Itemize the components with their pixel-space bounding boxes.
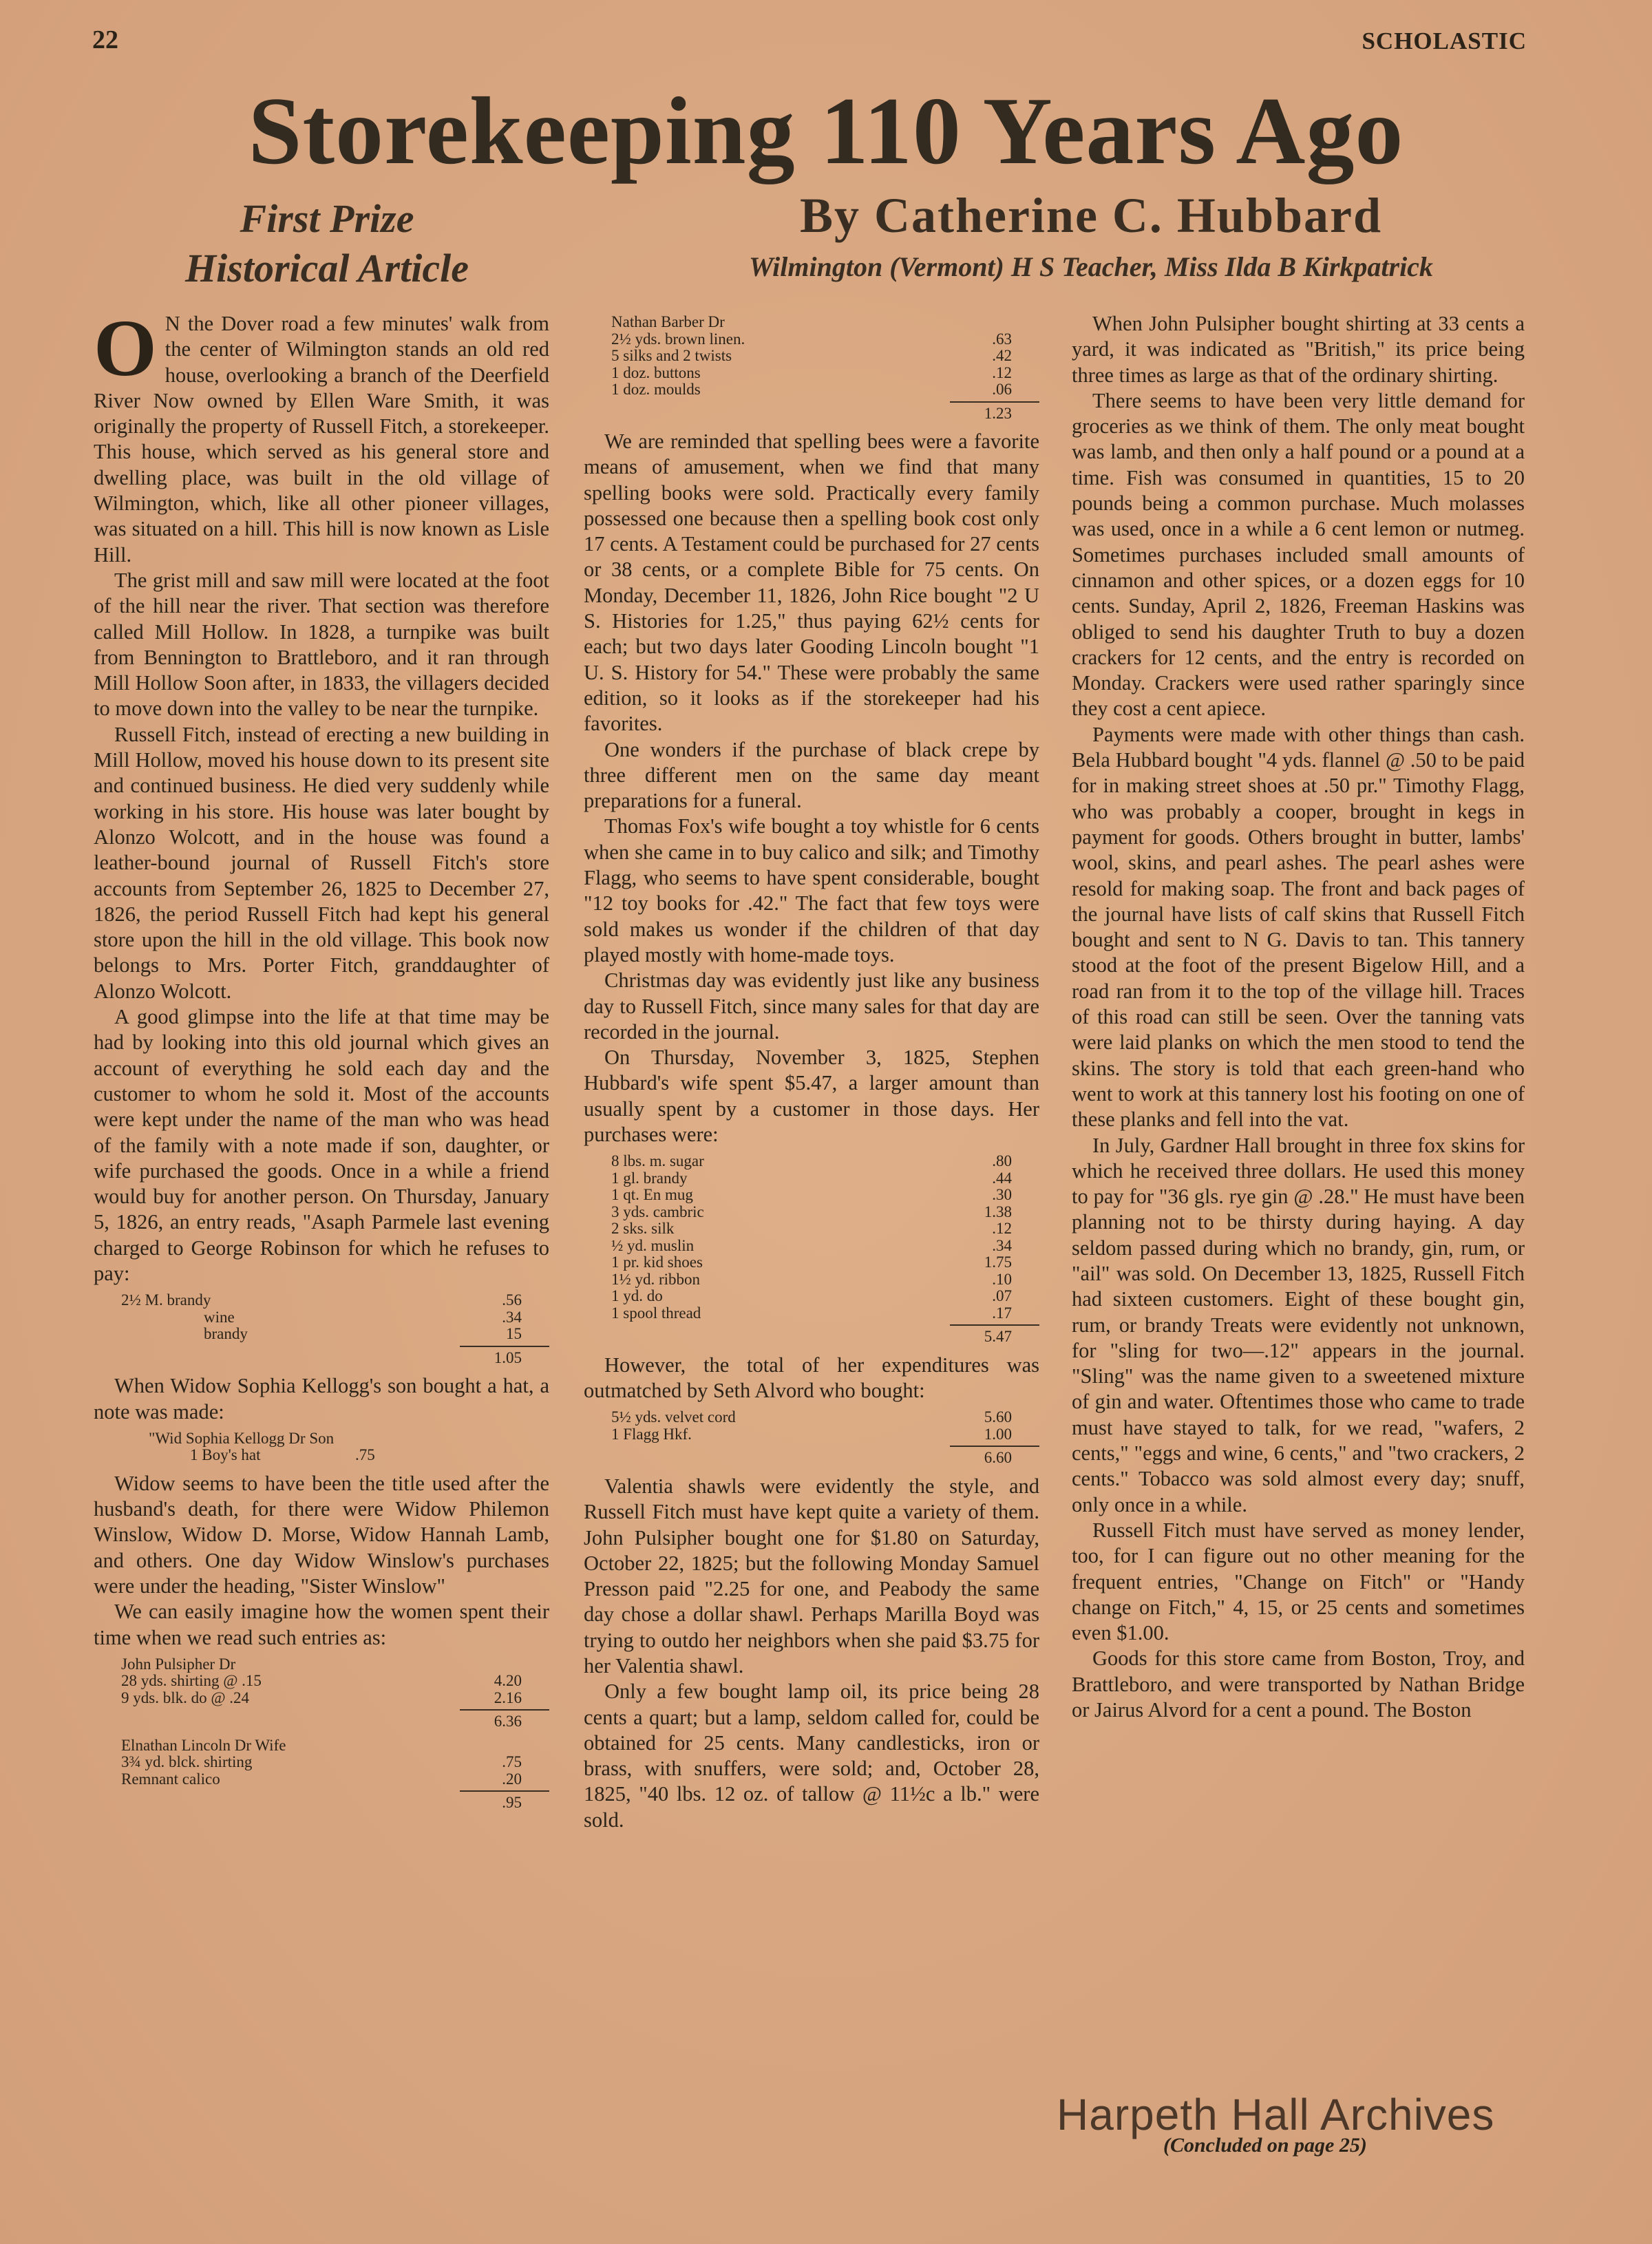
school-line: Wilmington (Vermont) H S Teacher, Miss Ilda B Kirkpatrick — [749, 251, 1433, 282]
ledger-item: 1 Boy's hat — [190, 1446, 261, 1464]
ledger-total — [611, 1446, 1039, 1467]
ledger-total — [611, 1324, 1039, 1346]
ledger-item: 3¾ yd. blck. shirting — [121, 1753, 253, 1771]
paragraph: The grist mill and saw mill were located at the foot of the hill near the river. That section was therefore called Mill Hollow. In 1828, a turnpike was built from Bennington to Brattleboro, and it ran through Mill Hollow Soon after, in 1833, the villagers decided to move down into the valley to be near the turnpike. — [94, 568, 549, 721]
paragraph: Thomas Fox's wife bought a toy whistle for 6 cents when she came in to buy calico and silk; and Timothy Flagg, who seems to have spent considerable, bought "12 toy books for .42." The fact that few toys were sold makes us wonder if the children of that day played mostly with home-made toys. — [584, 814, 1039, 966]
paragraph: Valentia shawls were evidently the style, and Russell Fitch must have kept quite a variety of them. John Pulsipher bought one for $1.80 on Saturday, October 22, 1825; but the following Monday Samuel Presson paid "2.25 for one, and Peabody the same day chose a dollar shawl. Perhaps Marilla Boyd was trying to outdo her neighbors when she paid $3.75 for her Valentia shawl. — [584, 1474, 1039, 1677]
ledger-amount: .44 — [992, 1169, 1012, 1187]
ledger-amount: .12 — [992, 1220, 1012, 1238]
ledger-total-value: .95 — [460, 1790, 549, 1812]
ledger-entry — [94, 1292, 549, 1366]
ledger-amount: .34 — [992, 1236, 1012, 1254]
ledger-total — [121, 1790, 549, 1812]
ledger-row — [611, 1187, 1039, 1204]
ledger-row — [121, 1690, 549, 1707]
ledger-item: 1 gl. brandy — [611, 1169, 688, 1187]
ledger-amount: 5.60 — [984, 1408, 1012, 1426]
ledger-item: ½ yd. muslin — [611, 1236, 695, 1254]
ledger-row — [611, 1170, 1039, 1187]
ledger-total-value: 5.47 — [950, 1324, 1039, 1346]
ledger-amount: .12 — [992, 363, 1012, 381]
ledger-total — [121, 1346, 549, 1367]
ledger-item: 1 pr. kid shoes — [611, 1253, 703, 1271]
paragraph — [94, 303, 549, 568]
archive-watermark: Harpeth Hall Archives — [1057, 2090, 1495, 2139]
running-header: SCHOLASTIC — [1362, 28, 1527, 54]
ledger-amount: 1.00 — [984, 1425, 1012, 1443]
ledger-amount: .63 — [992, 330, 1012, 348]
paragraph: Russell Fitch must have served as money lender, too, for I can figure out no other meaning for the frequent entries, "Change on Fitch" or "Handy change on Fitch," 4, 15, or 25 cents and sometimes even $1.00. — [1072, 1518, 1525, 1645]
ledger-amount: 15 — [506, 1325, 522, 1343]
page-number: 22 — [92, 25, 118, 54]
ledger-total-value: 6.60 — [950, 1446, 1039, 1467]
column-3 — [1072, 311, 1525, 1723]
ledger-item: 1 Flagg Hkf. — [611, 1425, 692, 1443]
ledger-item: 1 yd. do — [611, 1287, 663, 1305]
ledger-row — [121, 1673, 549, 1690]
ledger-row — [611, 381, 1039, 399]
ledger-amount: .34 — [502, 1308, 522, 1326]
ledger-amount: .56 — [502, 1291, 522, 1309]
ledger-head: John Pulsipher Dr — [121, 1655, 236, 1673]
ledger-total-value: 1.23 — [950, 401, 1039, 423]
ledger-row — [611, 1153, 1039, 1170]
ledger-item: wine — [204, 1308, 235, 1326]
ledger-entry — [584, 1153, 1039, 1346]
paragraph: Widow seems to have been the title used after the husband's death, for there were Widow Philemon Winslow, Widow D. Morse, Widow Hannah Lamb, and others. One day Widow Winslow's purchases were under the heading, "Sister Winslow" — [94, 1471, 549, 1598]
paragraph: Goods for this store came from Boston, Troy, and Brattleboro, and were transported by Nathan Bridge or Jairus Alvord for a cent a pound. The Boston — [1072, 1647, 1525, 1722]
paragraph: A good glimpse into the life at that time may be had by looking into this old journal which gives an account of everything he sold each day and the customer to whom he sold it. Most of the accounts were kept under the name of the man who was head of the family with a note made if son, daughter, or wife purchased the goods. Once in a while a friend would buy for another person. On Thursday, January 5, 1826, an entry reads, "Asaph Parmele last evening charged to George Robinson for which he refuses to pay: — [94, 1005, 549, 1285]
ledger-head: Nathan Barber Dr — [611, 313, 725, 330]
ledger-row — [611, 1204, 1039, 1221]
ledger-row — [121, 1309, 549, 1326]
ledger-amount: 2.16 — [494, 1689, 522, 1706]
ledger-row — [611, 1426, 1039, 1443]
author-byline: By Catherine C. Hubbard — [799, 188, 1383, 243]
ledger-row — [611, 1288, 1039, 1305]
ledger-row — [611, 1271, 1039, 1289]
ledger-amount: 1.38 — [984, 1203, 1012, 1220]
paragraph: We can easily imagine how the women spent their time when we read such entries as: — [94, 1600, 549, 1649]
ledger-row — [611, 1220, 1039, 1238]
ledger-row — [611, 1305, 1039, 1322]
ledger-item: 1 qt. En mug — [611, 1186, 693, 1204]
prize-line-1: First Prize — [240, 196, 414, 241]
ledger-entry — [94, 1656, 549, 1730]
ledger-row — [611, 348, 1039, 365]
prize-line-2: Historical Article — [185, 246, 469, 290]
paragraph: Christmas day was evidently just like any business day to Russell Fitch, since many sales for that day are recorded in the journal. — [584, 968, 1039, 1044]
ledger-amount: 1.75 — [984, 1253, 1012, 1271]
article-title: Storekeeping 110 Years Ago — [248, 78, 1404, 184]
ledger-amount: .20 — [502, 1770, 522, 1788]
ledger-item: 28 yds. shirting @ .15 — [121, 1672, 262, 1690]
paragraph: However, the total of her expenditures was outmatched by Seth Alvord who bought: — [584, 1353, 1039, 1403]
paragraph: We are reminded that spelling bees were a favorite means of amusement, when we find that many spelling books were sold. Practically every family possessed one because then a spelling book cost only 17 cents. A Testament could be purchased for 27 cents or 38 cents, or a complete Bible for 75 cents. On Monday, December 11, 1826, John Rice bought "2 U S. Histories for 1.25," thus paying 62½ cents for each; but two days later Gooding Lincoln bought "1 U. S. History for 54." These were probably the same edition, so it looks as if the storekeeper had his favorites. — [584, 430, 1039, 736]
ledger-item: 1 doz. buttons — [611, 363, 701, 381]
ledger-total-value: 1.05 — [460, 1346, 549, 1367]
paragraph-text: N the Dover road a few minutes' walk from the center of Wilmington stands an old red house, overlooking a branch of the Deerfield River Now owned by Ellen Ware Smith, it was originally the property of Russell Fitch, a storekeeper. This house, which served as his general store and dwelling place, was built in the old village of Wilmington, which, like all other pioneer villages, was situated on a hill. This hill is now known as Lisle Hill. — [94, 312, 549, 567]
ledger-row — [611, 1409, 1039, 1426]
ledger-amount: 4.20 — [494, 1672, 522, 1690]
continuation-note: (Concluded on page 25) — [1163, 2134, 1367, 2157]
paragraph: There seems to have been very little demand for groceries as we think of them. The only meat bought was lamb, and then only a half pound or a pound at a time. Fish was consumed in quantities, 15 to 20 pounds being a common purchase. Much molasses was used, once in a while a 6 cent lemon or nutmeg. Sometimes purchases included small amounts of cinnamon and other spices, or a dozen eggs for 10 cents. Sunday, April 2, 1826, Freeman Haskins was obliged to send his daughter Truth to buy a dozen crackers for 12 cents, and the entry is recorded on Monday. Crackers were used rather sparingly since they cost a cent apiece. — [1072, 388, 1525, 721]
ledger-row — [611, 331, 1039, 348]
ledger-item: Remnant calico — [121, 1770, 220, 1788]
ledger-entry — [94, 1737, 549, 1812]
column-2 — [584, 314, 1039, 1833]
paragraph: Russell Fitch, instead of erecting a new building in Mill Hollow, moved his house down to its present site and continued business. He died very suddenly while working in his store. His house was later bought by Alonzo Wolcott, and in the house was found a leather-bound journal of Russell Fitch's store accounts from September 26, 1825 to December 27, 1826, the period Russell Fitch had kept his general store upon the hill in the old village. This book now belongs to Mrs. Porter Fitch, granddaughter of Alonzo Wolcott. — [94, 722, 549, 1003]
paragraph: Only a few bought lamp oil, its price being 28 cents a quart; but a lamp, seldom called for, could be obtained for 25 cents. Many candlesticks, iron or brass, with snuffers, were sold; and, October 28, 1825, "40 lbs. 12 oz. of tallow @ 11½c a lb." were sold. — [584, 1680, 1039, 1832]
ledger-row — [121, 1771, 549, 1788]
ledger-amount: .42 — [992, 347, 1012, 364]
ledger-row — [121, 1292, 549, 1309]
paragraph: When John Pulsipher bought shirting at 33 cents a yard, it was indicated as "British," its price being three times as large as that of the ordinary shirting. — [1072, 312, 1525, 387]
ledger-amount: .06 — [992, 381, 1012, 398]
prize-label — [131, 194, 523, 293]
paragraph: One wonders if the purchase of black crepe by three different men on the same day meant preparations for a funeral. — [584, 737, 1039, 813]
paragraph: On Thursday, November 3, 1825, Stephen Hubbard's wife spent $5.47, a larger amount than usually spent by a customer in those days. Her purchases were: — [584, 1046, 1039, 1147]
ledger-amount: .10 — [992, 1270, 1012, 1288]
ledger-row — [611, 1254, 1039, 1271]
paragraph: When Widow Sophia Kellogg's son bought a hat, a note was made: — [94, 1374, 549, 1423]
ledger-amount: .30 — [992, 1186, 1012, 1204]
ledger-item: 5½ yds. velvet cord — [611, 1408, 736, 1426]
paragraph: Payments were made with other things than cash. Bela Hubbard bought "4 yds. flannel @ .50 to be paid for in making street shoes at .50 pr." Timothy Flagg, who was probably a cooper, brought in kegs in payment for goods. Others brought in butter, lambs' wool, skins, and pearl ashes. The pearl ashes were resold for making soap. The front and back pages of the journal have lists of calf skins that Russell Fitch bought and sent to N G. Davis to tan. This tannery stood at the foot of the present Bigelow Hill, and a road ran from it to the top of the village hill. Traces of this road can still be seen. Over the tanning vats were laid planks on which the men stood to tend the skins. The story is told that each green-hand who went to work at this tannery lost his footing on one of these planks and fell into the vat. — [1072, 722, 1525, 1132]
ledger-head: "Wid Sophia Kellogg Dr Son — [149, 1429, 335, 1447]
column-1 — [94, 303, 549, 1819]
ledger-total-value: 6.36 — [460, 1709, 549, 1730]
ledger-item: 1½ yd. ribbon — [611, 1270, 701, 1288]
ledger-amount: .75 — [502, 1753, 522, 1771]
ledger-item: 3 yds. cambric — [611, 1203, 704, 1220]
ledger-amount: .07 — [992, 1287, 1012, 1305]
ledger-item: 5 silks and 2 twists — [611, 347, 732, 364]
ledger-amount: .17 — [992, 1304, 1012, 1322]
ledger-amount: .80 — [992, 1152, 1012, 1170]
ledger-total — [121, 1709, 549, 1730]
ledger-entry — [584, 314, 1039, 422]
ledger-row — [611, 365, 1039, 382]
paragraph: In July, Gardner Hall brought in three fox skins for which he received three dollars. He used this money to pay for "36 gls. rye gin @ .28." He must have been planning not to be thirsty during haying. A day seldom passed during which no brandy, gin, rum, or "ail" was sold. On December 13, 1825, Russell Fitch had sixteen customers. Eight of these bought gin, rum, or brandy Treats were evidently not unknown, for "sling for two—.12" appears in the journal. "Sling" was the name given to a sweetened mixture of gin and water. Oftentimes those who came to trade must have stayed to talk, for we read, "wafers, 2 cents," "eggs and wine, 6 cents," and "two crackers, 2 cents." Tobacco was sold almost every day; snuff, only once in a while. — [1072, 1133, 1525, 1516]
ledger-item: 2½ M. brandy — [121, 1291, 211, 1309]
ledger-item: 1 doz. moulds — [611, 381, 701, 398]
ledger-item: 9 yds. blk. do @ .24 — [121, 1689, 250, 1706]
ledger-amount: .75 — [355, 1446, 375, 1464]
ledger-item: 8 lbs. m. sugar — [611, 1152, 704, 1170]
ledger-item: 1 spool thread — [611, 1304, 701, 1322]
ledger-item: 2½ yds. brown linen. — [611, 330, 745, 348]
ledger-total — [611, 401, 1039, 423]
ledger-head: Elnathan Lincoln Dr Wife — [121, 1736, 286, 1754]
ledger-row — [121, 1754, 549, 1771]
ledger-row — [149, 1447, 549, 1464]
ledger-row — [121, 1326, 549, 1343]
drop-cap: O — [94, 303, 157, 393]
ledger-entry — [94, 1430, 549, 1464]
ledger-item: brandy — [204, 1325, 248, 1343]
ledger-item: 2 sks. silk — [611, 1220, 675, 1238]
ledger-entry — [584, 1409, 1039, 1467]
ledger-row — [611, 1238, 1039, 1255]
